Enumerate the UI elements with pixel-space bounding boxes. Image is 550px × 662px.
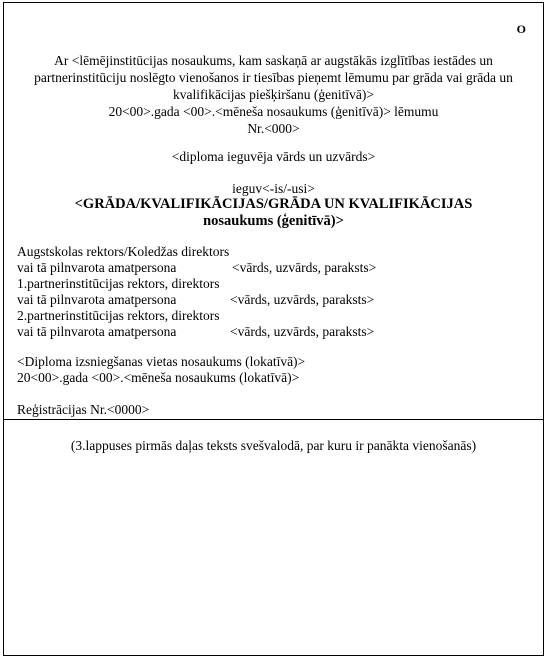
corner-mark: O [516,22,526,36]
issue-date: 20<00>.gada <00>.<mēneša nosaukums (lokatīvā)> [17,370,300,385]
recipient-name: <diploma ieguvēja vārds un uzvārds> [171,149,376,164]
rector-title: Augstskolas rektors/Koledžas direktors [17,244,230,259]
registration-number: Reģistrācijas Nr.<0000> [17,402,150,417]
degree-title-line-1: <GRĀDA/KVALIFIKĀCIJAS/GRĀDA UN KVALIFIKĀCIJAS [74,196,473,212]
degree-title-line-2: nosaukums (ģenitīvā)> [203,213,344,229]
partner1-signature: <vārds, uzvārds, paraksts> [230,292,375,307]
rector-subtitle: vai tā pilnvarota amatpersona [17,260,177,275]
issue-place: <Diploma izsniegšanas vietas nosaukums (lokatīvā)> [17,354,306,369]
partner2-title: 2.partnerinstitūcijas rektors, direktors [17,308,220,323]
obtained-verb: ieguv<-is/-usi> [232,181,315,196]
partner2-subtitle: vai tā pilnvarota amatpersona [17,324,177,339]
section-divider [3,419,544,420]
rector-signature: <vārds, uzvārds, paraksts> [232,260,377,275]
intro-line-3: kvalifikācijas piešķiršanu (ģenitīvā)> [172,87,375,102]
partner1-title: 1.partnerinstitūcijas rektors, direktors [17,276,220,291]
partner2-signature: <vārds, uzvārds, paraksts> [230,324,375,339]
intro-line-2: partnerinstitūciju noslēgto vienošanos ir tiesības pieņemt lēmumu par grāda vai grāda un [34,70,513,85]
decision-date: 20<00>.gada <00>.<mēneša nosaukums (ģenitīvā)> lēmumu [108,104,439,119]
foreign-language-note: (3.lappuses pirmās daļas teksts svešvalodā, par kuru ir panākta vienošanās) [70,438,477,453]
partner1-subtitle: vai tā pilnvarota amatpersona [17,292,177,307]
decision-number: Nr.<000> [247,121,300,136]
intro-line-1: Ar <lēmējinstitūcijas nosaukums, kam saskaņā ar augstākās izglītības iestādes un [54,53,493,68]
